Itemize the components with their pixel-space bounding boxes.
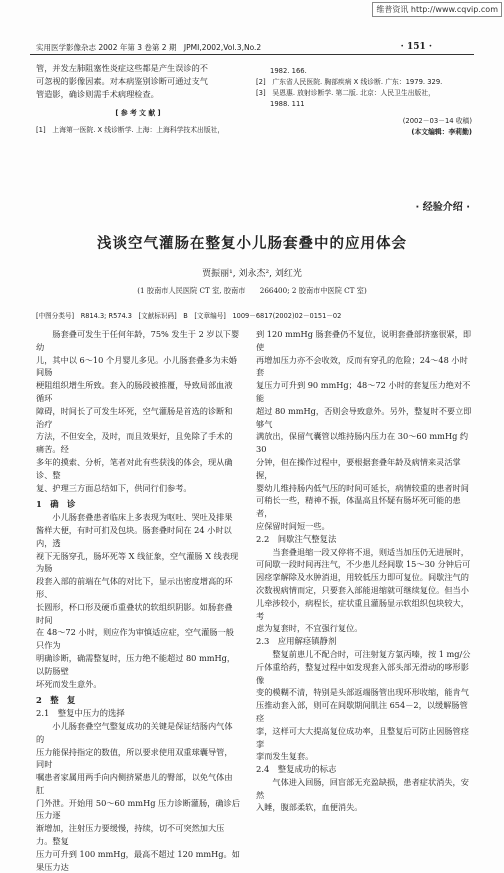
reference-item: 1988. 111 [270,100,305,108]
text-line: 复压力可升到 90 mmHg；48～72 小时的套复压力绝对不能 [256,380,471,403]
text-line: 婴幼儿维持肠内低气压的时间可延长，病情较重的患者时间 [256,482,469,493]
text-line: 压推动套入部，则可在间歇期间肌注 654－2，以缓解肠管痉 [256,700,468,723]
reference-item: [2] 广东省人民医院. 胸部疾病 X 线诊断. 广东：1979. 329. [256,78,443,86]
text-line: 嘱患者家属用两手向内侧挤紧患儿的臀部，以免气体由肛 [36,772,233,795]
right-column [256,328,472,814]
journal-header: 实用医学影像杂志 2002 年第 3 卷第 2 期 JPMI,2002,Vol.3,No.2 [36,43,262,52]
text-line: 挛而发生复套。 [256,751,314,762]
section-label: · 经验介绍 · [415,202,470,213]
page-number: · 151 · [400,42,432,52]
section-heading: 2 整 复 [36,695,76,706]
text-line: 儿，其中以 6～10 个月婴儿多见。小儿肠套叠多为未婚间肠 [36,354,237,378]
references-continued [256,66,472,138]
text-line: 门外泄。开始用 50～60 mmHg 压力诊断灌肠，确诊后压力逐 [36,797,240,821]
text-line: 满放出，保留气囊管以维持肠内压力在 30～60 mmHg 约 30 [256,431,469,455]
text-line: 障碍，时间长了可发生坏死，空气灌肠是首选的诊断和治疗 [36,405,233,429]
article-authors: 贾振丽¹, 刘永杰², 刘红光 [202,269,302,279]
classification-line: [中图分类号] R814.3; R574.3 [文献标识码] B [文章编号] 1009－6817(2002)02－0151－02 [36,312,342,320]
previous-article-tail [36,62,240,136]
text-line: 压力能保持指定的数值，所以要求使用双重球囊导管，同时 [36,746,233,770]
reference-item: [1] 上海第一医院. X 线诊断学. 上海：上海科学技术出版社， [36,126,225,135]
text-line: 气体进入回肠，回盲部无充盈缺损，患者症状消失，安然 [256,776,469,800]
text-line: 段套入部的前端在气体的对比下，显示出密度增高的环形、 [36,576,233,599]
reference-item: 1982. 166. [270,67,307,75]
text-line: 斤体重给药，整复过程中如发现套入部头部无滑动的哆形影像 [256,661,469,685]
header-rule [30,54,474,55]
reference-item: [3] 吴恩惠. 放射诊断学. 第二版. 北京：人民卫生出版社， [256,89,435,97]
text-line: 可忽视的影像因素。对本病鉴别诊断可通过支气 [36,75,208,86]
text-line: 复、护理三方面总结如下，供同行们参考。 [36,482,192,493]
text-line: 方法，不但安全，及时，而且效果好，且免除了手术的痛苦。经 [36,431,233,455]
left-column [36,328,240,873]
text-line: 酱样大便，有时可扪及包块。肠套叠时间在 24 小时以内，透 [36,524,232,548]
text-line: 挛，这样可大大提高复位成功率，且整复后可防止因肠管痉挛 [256,725,469,749]
subsection-heading: 2.4 整复成功的标志 [256,764,337,775]
text-line: 明确诊断，确需整复时，压力绝不能超过 80 mmHg，以防肠壁 [36,652,236,676]
text-line: 可稍长一些，精神不振，体温高且怀疑有肠坏死可能的患者， [256,495,461,519]
references-heading: [ 参 考 文 献 ] [115,109,161,118]
editor-note: (本文编辑：李莉勤) [411,128,472,136]
text-line: 长圆形，杯口形及硬币重叠状的软组织阴影。如肠套叠时间 [36,601,233,625]
section-heading: 1 确 诊 [36,499,76,510]
text-line: 到 120 mmHg 肠套叠仍不复位，说明套叠部挤塞很紧，即使 [256,329,472,352]
text-line: 管，并发左肺阻塞性炎症这些都是产生误诊的不 [36,63,208,73]
text-line: 视下无肠穿孔，肠坏死等 X 线征象，空气灌肠 X 线表现为肠 [36,550,239,574]
text-line: 管造影，确诊则需手术病理检查。 [36,88,159,99]
text-line: 应保留时间短一些。 [256,520,330,531]
text-line: 分钟，但在操作过程中，要根据套叠年龄及病情来灵活掌握， [256,456,461,480]
text-line: 小儿肠套叠患者临床上多表现为呕吐、哭吐及排果 [36,512,233,523]
text-line: 入睡，腹部柔软，血便消失。 [256,802,363,813]
text-line: 次数视病情而定，只要套入部能退缩就可继续复位。但当小 [256,584,469,595]
text-line: 压力可升到 100 mmHg，最高不超过 120 mmHg。如果压力达 [36,848,240,872]
received-date: (2002－03－14 收稿) [402,117,472,125]
text-line: 整复前患儿不配合时，可注射复方氯丙嗪，按 1 mg/公 [256,648,471,659]
article-title: 浅谈空气灌肠在整复小儿肠套叠中的应用体会 [97,236,407,252]
text-line: 小儿肠套叠空气整复成功的关键是保证结肠内气体的 [36,720,233,744]
text-line: 渐增加，注射压力要缓慢，持续，切不可突然加大压力。整复 [36,823,225,847]
text-line: 在 48～72 小时，则应作为审慎适应症，空气灌肠一般只作为 [36,627,234,651]
article-affiliation: (1 胶南市人民医院 CT 室, 胶南市 266400; 2 胶南市中医院 CT 室) [137,286,367,295]
text-line: 多年的摸索、分析，笔者对此有些获浅的体会，现从确诊、整 [36,456,233,480]
text-line: 因痉挛解除及水肿消退，用较低压力即可复位。间歇注气的 [256,572,469,583]
subsection-heading: 2.2 间歇注气整复法 [256,533,337,544]
text-line: 变的模糊不清，特别是头部返端肠管出现环形收缩，能肯气 [256,687,469,698]
text-line: 可间歇一段时间再注气，不少患儿经间歇 15～30 分钟后可 [256,559,471,570]
subsection-heading: 2.3 应用解痉镇静剂 [256,636,337,647]
text-line: 当套叠退缩一段又停将不退，则适当加压仍无进展时， [256,546,469,557]
text-line: 超过 80 mmHg，否则会导致意外。另外，整复时不要立即够气 [256,405,472,429]
text-line: 儿牵涉较小，病程长，症状重且灌肠显示软组织包块较大，考 [256,597,469,621]
text-line: 坏死而发生意外。 [36,678,102,689]
watermark: 维普资讯 http://www.cqvip.com [372,2,502,17]
subsection-heading: 2.1 整复中压力的选择 [36,708,125,719]
text-line: 再增加压力亦不会收效，反而有穿孔的危险；24～48 小时套 [256,354,468,378]
text-line: 梗阻组织增生所致。套入的肠段被推覆，导致局部血液循环 [36,380,233,403]
text-line: 肠套叠可发生于任何年龄，75% 发生于 2 岁以下婴幼 [36,329,240,352]
text-line: 虑为复套时，不宜强行复位。 [256,623,363,634]
